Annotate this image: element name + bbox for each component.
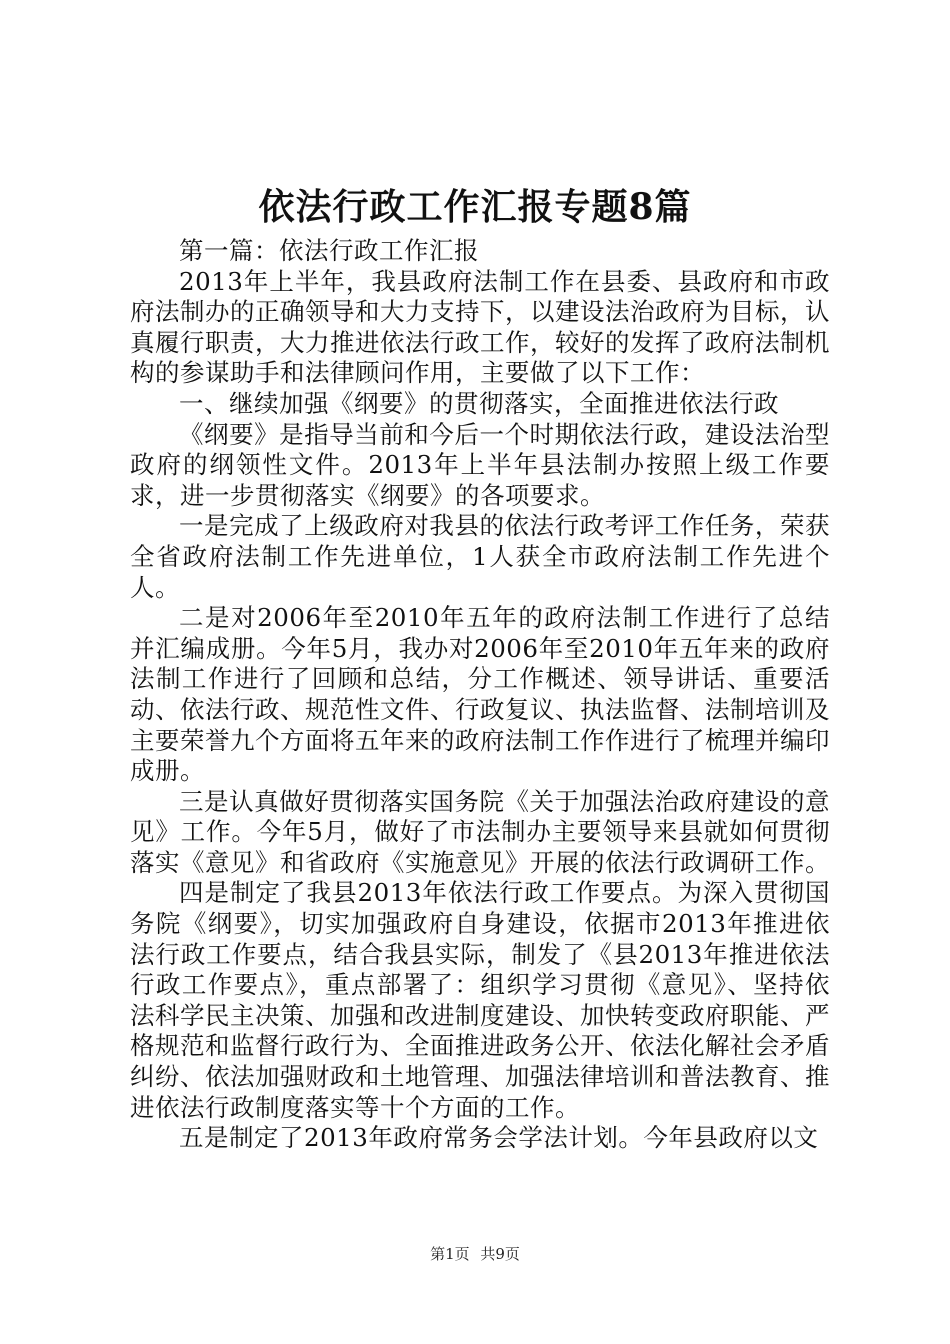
paragraph: 2013年上半年，我县政府法制工作在县委、县政府和市政府法制办的正确领导和大力支持下，以建设法治政府为目标，认真履行职责，大力推进依法行政工作，较好的发挥了政府法制机构的参谋助手和法律顾问作用，主要做了以下工作： (130, 266, 830, 388)
paragraph: 二是对2006年至2010年五年的政府法制工作进行了总结并汇编成册。今年5月，我办对2006年至2010年五年来的政府法制工作进行了回顾和总结，分工作概述、领导讲话、重要活动、依法行政、规范性文件、行政复议、执法监督、法制培训及主要荣誉九个方面将五年来的政府法制工作作进行了梳理并编印成册。 (130, 603, 830, 786)
paragraph: 一是完成了上级政府对我县的依法行政考评工作任务，荣获全省政府法制工作先进单位，1人获全市政府法制工作先进个人。 (130, 511, 830, 602)
page-footer (0, 1244, 950, 1264)
paragraph: 第一篇：依法行政工作汇报 (179, 236, 479, 265)
page-total: 共9页 (480, 1245, 520, 1263)
document-body (130, 236, 830, 1154)
paragraph: 《纲要》是指导当前和今后一个时期依法行政，建设法治型政府的纲领性文件。2013年上半年县法制办按照上级工作要求，进一步贯彻落实《纲要》的各项要求。 (130, 419, 830, 510)
paragraph: 五是制定了2013年政府常务会学法计划。今年县政府以文 (179, 1123, 819, 1153)
paragraph: 一、继续加强《纲要》的贯彻落实，全面推进依法行政 (179, 388, 779, 418)
paragraph: 三是认真做好贯彻落实国务院《关于加强法治政府建设的意见》工作。今年5月，做好了市法制办主要领导来县就如何贯彻落实《意见》和省政府《实施意见》开展的依法行政调研工作。 (130, 786, 830, 877)
document-title: 依法行政工作汇报专题8篇 (258, 186, 692, 228)
page-number: 第1页 (430, 1245, 470, 1263)
paragraph: 四是制定了我县2013年依法行政工作要点。为深入贯彻国务院《纲要》，切实加强政府自身建设，依据市2013年推进依法行政工作要点，结合我县实际，制发了《县2013年推进依法行政工作要点》，重点部署了：组织学习贯彻《意见》、坚持依法科学民主决策、加强和改进制度建设、加快转变政府职能、严格规范和监督行政行为、全面推进政务公开、依法化解社会矛盾纠纷、依法加强财政和土地管理、加强法律培训和普法教育、推进依法行政制度落实等十个方面的工作。 (130, 878, 830, 1122)
